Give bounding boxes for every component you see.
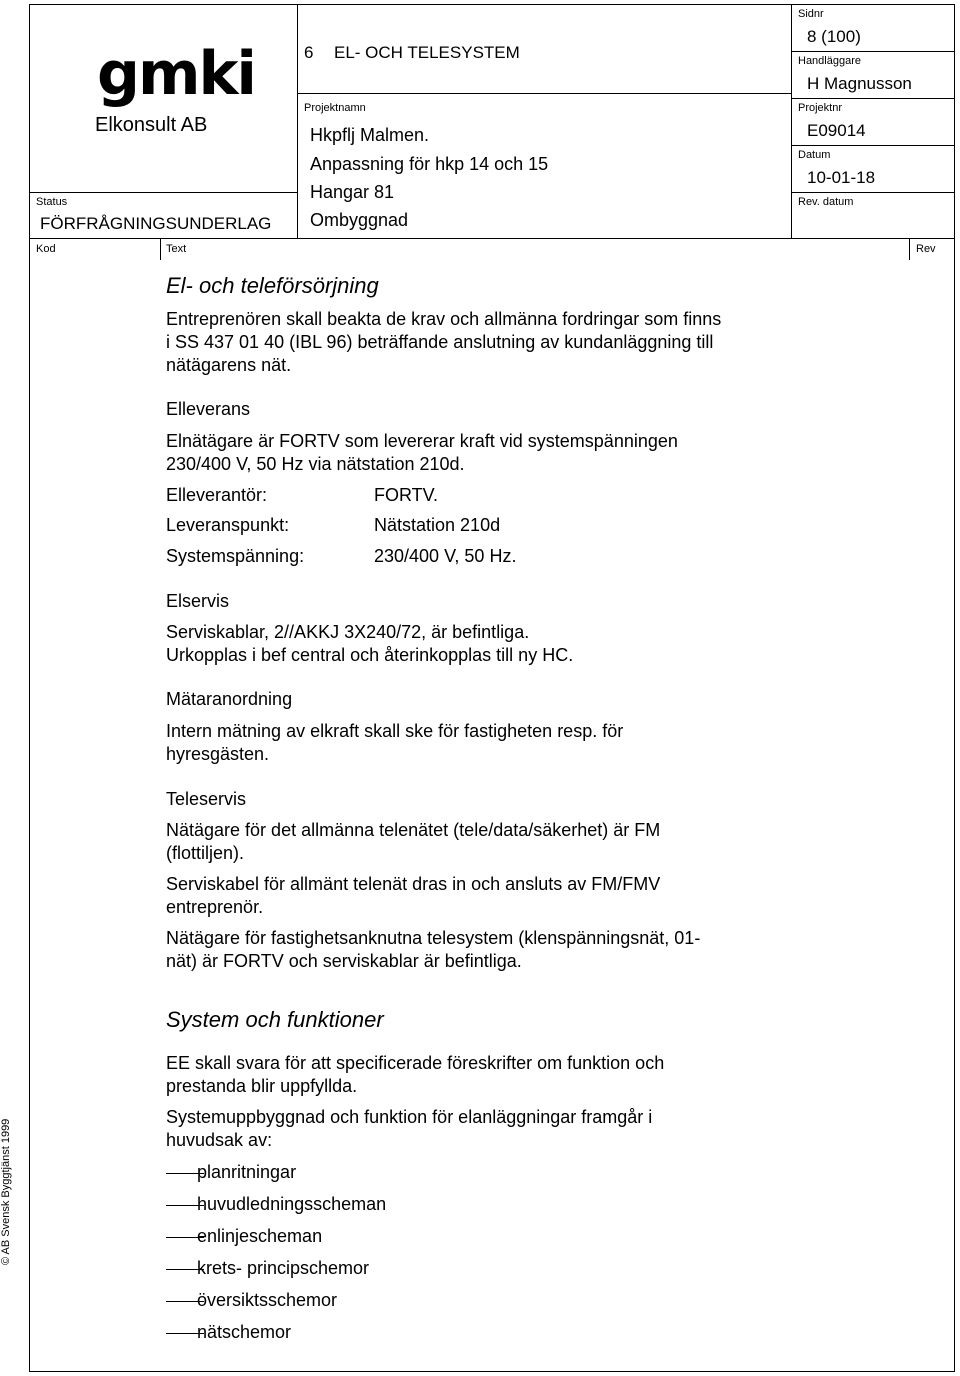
list-item: planritningar	[197, 1162, 297, 1182]
column-divider-kod	[160, 238, 161, 260]
system-p2-line-1: Systemuppbyggnad och funktion för elanläggningar framgår i	[166, 1107, 653, 1127]
projektnamn-line-2: Anpassning för hkp 14 och 15	[310, 154, 549, 174]
header-rule-4	[791, 192, 955, 193]
revdatum-label: Rev. datum	[798, 196, 854, 208]
kv-value-systemspanning: 230/400 V, 50 Hz.	[374, 546, 517, 566]
projektnr-value: E09014	[807, 121, 866, 140]
handlaggare-value: H Magnusson	[807, 74, 912, 93]
intro-line-3: nätägarens nät.	[166, 355, 292, 375]
heading-el-och-teleforsorjning: El- och teleförsörjning	[166, 273, 379, 298]
teleservis-p2-line-2: entreprenör.	[166, 897, 264, 917]
header-divider-left	[297, 4, 298, 238]
column-label-text: Text	[166, 243, 187, 255]
kv-value-elleverantor: FORTV.	[374, 485, 439, 505]
kv-key-systemspanning: Systemspänning:	[166, 546, 305, 566]
column-divider-rev	[909, 238, 910, 260]
column-label-rev: Rev	[916, 243, 936, 255]
section-number: 6	[304, 43, 314, 62]
header-rule-1	[791, 51, 955, 52]
teleservis-p1-line-2: (flottiljen).	[166, 843, 245, 863]
projektnamn-line-4: Ombyggnad	[310, 210, 409, 230]
status-label: Status	[36, 196, 68, 208]
list-item: enlinjescheman	[197, 1226, 323, 1246]
sidnr-label: Sidnr	[798, 8, 824, 20]
system-p2-line-2: huvudsak av:	[166, 1130, 273, 1150]
gmki-logo: gmki	[97, 39, 255, 109]
projektnamn-label: Projektnamn	[304, 102, 366, 114]
subheading-teleservis: Teleservis	[166, 789, 247, 809]
heading-system-och-funktioner: System och funktioner	[166, 1007, 384, 1032]
sidnr-value: 8 (100)	[807, 27, 861, 46]
teleservis-p2-line-1: Serviskabel för allmänt telenät dras in och ansluts av FM/FMV	[166, 874, 661, 894]
projektnamn-line-3: Hangar 81	[310, 182, 395, 202]
list-item: översiktsschemor	[197, 1290, 338, 1310]
handlaggare-label: Handläggare	[798, 55, 861, 67]
company-name: Elkonsult AB	[95, 114, 208, 136]
kv-key-leveranspunkt: Leveranspunkt:	[166, 515, 290, 535]
teleservis-p3-line-1: Nätägare för fastighetsanknutna telesystem (klenspänningsnät, 01-	[166, 928, 701, 948]
elleverans-line-1: Elnätägare är FORTV som levererar kraft vid systemspänningen	[166, 431, 678, 451]
list-item: nätschemor	[197, 1322, 292, 1342]
list-item: huvudledningsscheman	[197, 1194, 387, 1214]
column-label-kod: Kod	[36, 243, 56, 255]
list-item: krets- principschemor	[197, 1258, 370, 1278]
header-status-rule	[29, 192, 297, 193]
datum-label: Datum	[798, 149, 831, 161]
header-bottom-rule	[29, 238, 955, 239]
page-frame	[29, 4, 955, 1372]
header-rule-3	[791, 145, 955, 146]
elservis-line-1: Serviskablar, 2//AKKJ 3X240/72, är befintliga.	[166, 622, 530, 642]
section-title: EL- OCH TELESYSTEM	[334, 43, 520, 62]
matar-line-1: Intern mätning av elkraft skall ske för fastigheten resp. för	[166, 721, 624, 741]
kv-key-elleverantor: Elleverantör:	[166, 485, 268, 505]
copyright-side-text: © AB Svensk Byggtjänst 1999	[0, 1118, 12, 1265]
subheading-elservis: Elservis	[166, 591, 230, 611]
status-value: FÖRFRÅGNINGSUNDERLAG	[40, 214, 272, 233]
subheading-mataranordning: Mätaranordning	[166, 689, 293, 709]
elservis-line-2: Urkopplas i bef central och återinkopplas till ny HC.	[166, 645, 574, 665]
kv-value-leveranspunkt: Nätstation 210d	[374, 515, 501, 535]
header-divider-right	[791, 4, 792, 238]
subheading-elleverans: Elleverans	[166, 399, 251, 419]
datum-value: 10-01-18	[807, 168, 876, 187]
projektnamn-line-1: Hkpflj Malmen.	[310, 125, 430, 145]
system-p1-line-2: prestanda blir uppfyllda.	[166, 1076, 358, 1096]
teleservis-p3-line-2: nät) är FORTV och serviskablar är befintliga.	[166, 951, 522, 971]
matar-line-2: hyresgästen.	[166, 744, 270, 764]
intro-line-2: i SS 437 01 40 (IBL 96) beträffande anslutning av kundanläggning till	[166, 332, 714, 352]
header-title-rule	[297, 93, 791, 94]
elleverans-line-2: 230/400 V, 50 Hz via nätstation 210d.	[166, 454, 465, 474]
header-rule-2	[791, 98, 955, 99]
system-p1-line-1: EE skall svara för att specificerade föreskrifter om funktion och	[166, 1053, 665, 1073]
intro-line-1: Entreprenören skall beakta de krav och allmänna fordringar som finns	[166, 309, 722, 329]
projektnr-label: Projektnr	[798, 102, 843, 114]
teleservis-p1-line-1: Nätägare för det allmänna telenätet (tele/data/säkerhet) är FM	[166, 820, 661, 840]
